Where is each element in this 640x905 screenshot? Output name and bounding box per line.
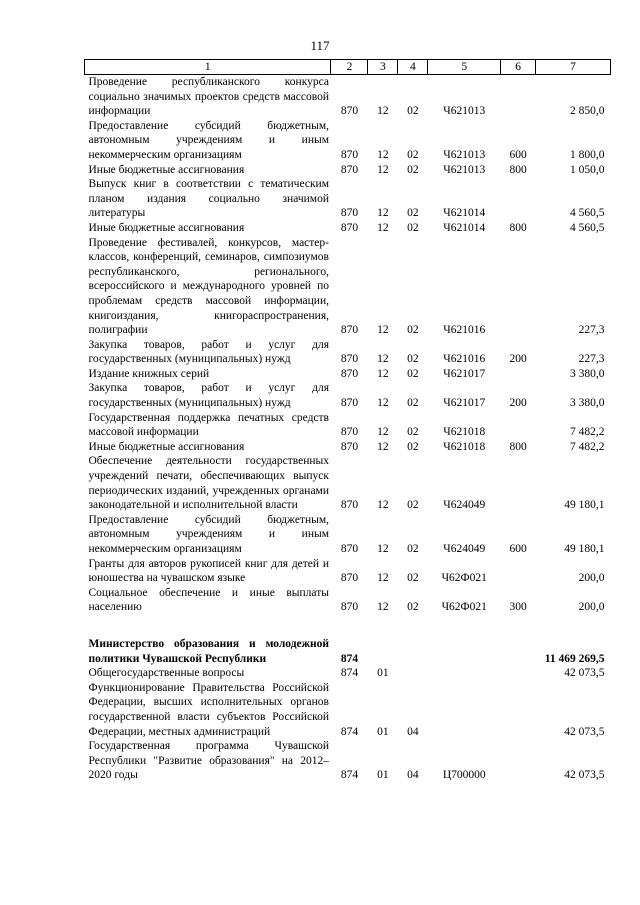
row-expense-type xyxy=(501,75,536,119)
row-subsection: 02 xyxy=(407,148,419,161)
row-section: 12 xyxy=(377,221,389,234)
ministry-row xyxy=(85,637,611,666)
row-subsection: 02 xyxy=(407,207,419,220)
row-name: Закупка товаров, работ и услуг для государственных (муниципальных) нужд xyxy=(88,382,329,410)
row-amount: 7 482,2 xyxy=(570,440,605,453)
row-section xyxy=(368,637,398,666)
row-target-article: Ч62Ф021 xyxy=(441,572,487,585)
row-subsection: 02 xyxy=(407,426,419,439)
row-ministry-code: 870 xyxy=(340,105,359,118)
row-ministry-code: 870 xyxy=(340,543,359,555)
header-col-4: 4 xyxy=(398,60,428,75)
row-ministry-code: 870 xyxy=(340,572,359,585)
row-target-article: Ч62Ф021 xyxy=(441,601,487,614)
table-row xyxy=(85,440,611,455)
table-row xyxy=(85,236,611,338)
row-name: Закупка товаров, работ и услуг для государственных (муниципальных) нужд xyxy=(88,338,329,366)
row-name: Предоставление субсидий бюджетным, автономным учреждениям и иным некоммерческим организациям xyxy=(88,119,329,161)
row-name: Гранты для авторов рукописей книг для детей и юношества на чувашском языке xyxy=(88,557,329,585)
row-amount: 4 560,5 xyxy=(570,207,605,220)
row-ministry-code: 870 xyxy=(340,499,359,512)
page-number: 117 xyxy=(310,38,330,53)
row-section: 12 xyxy=(377,601,389,614)
table-row xyxy=(85,221,611,236)
row-spacer xyxy=(85,615,611,637)
row-name: Проведение фестивалей, конкурсов, мастер-классов, конференций, семинаров, симпозиумов республиканского, регионального, всероссийского и международного уровней по проблемам средств массовой информации, книгоиздания, книгораспространения, полиграфии xyxy=(88,236,329,337)
row-amount: 42 073,5 xyxy=(564,667,605,680)
row-expense-type: 200 xyxy=(509,397,527,410)
row-expense-type xyxy=(501,666,536,681)
row-amount: 200,0 xyxy=(578,601,605,614)
row-amount: 1 800,0 xyxy=(570,148,605,161)
row-subsection: 02 xyxy=(407,324,419,337)
row-expense-type xyxy=(501,236,536,338)
row-target-article: Ч621013 xyxy=(443,105,486,118)
row-expense-type xyxy=(501,557,536,586)
budget-table xyxy=(84,59,611,783)
row-amount: 7 482,2 xyxy=(570,426,605,439)
row-name: Общегосударственные вопросы xyxy=(88,667,245,680)
row-section: 12 xyxy=(377,543,389,555)
row-ministry-code: 870 xyxy=(340,324,359,337)
row-name: Государственная программа Чувашской Республики "Развитие образования" на 2012–2020 годы xyxy=(88,740,329,782)
table-row xyxy=(85,177,611,221)
row-ministry-code: 870 xyxy=(340,426,359,439)
row-expense-type xyxy=(501,454,536,512)
table-row xyxy=(85,381,611,410)
header-col-5: 5 xyxy=(428,60,501,75)
row-name: Министерство образования и молодежной политики Чувашской Республики xyxy=(88,637,329,665)
row-subsection: 04 xyxy=(407,769,419,782)
row-target-article: Ч621016 xyxy=(443,324,486,337)
row-ministry-code: 870 xyxy=(340,353,359,366)
row-amount: 1 050,0 xyxy=(570,163,605,176)
row-name: Предоставление субсидий бюджетным, автономным учреждениям и иным некоммерческим организациям xyxy=(88,513,329,555)
row-subsection: 02 xyxy=(407,499,419,512)
row-expense-type: 600 xyxy=(509,543,527,555)
row-name: Проведение республиканского конкурса социально значимых проектов средств массовой информации xyxy=(88,76,329,118)
row-expense-type: 300 xyxy=(509,601,527,614)
table-row xyxy=(85,454,611,512)
row-target-article: Ч624049 xyxy=(443,543,486,555)
row-amount: 49 180,1 xyxy=(564,499,605,512)
row-name: Иные бюджетные ассигнования xyxy=(88,221,245,234)
row-subsection: 02 xyxy=(407,440,419,453)
row-ministry-code: 870 xyxy=(340,367,359,380)
row-subsection: 02 xyxy=(407,105,419,118)
row-target-article: Ч621017 xyxy=(443,397,486,410)
row-ministry-code: 870 xyxy=(340,163,359,176)
row-target-article xyxy=(428,637,501,666)
row-expense-type xyxy=(501,681,536,739)
table-row xyxy=(85,367,611,382)
row-target-article: Ч621014 xyxy=(443,221,486,234)
table-row xyxy=(85,513,611,557)
row-expense-type xyxy=(501,177,536,221)
row-subsection: 02 xyxy=(407,221,419,234)
row-target-article: Ч621016 xyxy=(443,353,486,366)
row-target-article xyxy=(428,666,501,681)
row-target-article: Ч621017 xyxy=(443,367,486,380)
row-subsection: 02 xyxy=(407,572,419,585)
row-target-article: Ч621018 xyxy=(443,440,486,453)
row-name: Иные бюджетные ассигнования xyxy=(88,440,245,453)
row-amount: 227,3 xyxy=(578,324,605,337)
row-name: Обеспечение деятельности государственных учреждений печати, обеспечивающих выпуск периодических изданий, учрежденных органами законодательной и исполнительной власти xyxy=(88,455,329,512)
row-target-article: Ч624049 xyxy=(443,499,486,512)
row-expense-type: 600 xyxy=(509,148,527,161)
row-section: 12 xyxy=(377,353,389,366)
table-row xyxy=(85,739,611,783)
row-target-article: Ч621013 xyxy=(443,163,486,176)
row-section: 12 xyxy=(377,367,389,380)
row-subsection xyxy=(398,666,428,681)
row-expense-type: 800 xyxy=(509,221,527,234)
row-ministry-code: 870 xyxy=(340,440,359,453)
row-name: Функционирование Правительства Российской Федерации, высших исполнительных органов государственной власти субъектов Российской Федерации, местных администраций xyxy=(88,681,329,738)
row-section: 12 xyxy=(377,324,389,337)
header-col-3: 3 xyxy=(368,60,398,75)
row-subsection xyxy=(398,637,428,666)
table-row xyxy=(85,666,611,681)
row-target-article: Ч621014 xyxy=(443,207,486,220)
row-section: 12 xyxy=(377,105,389,118)
row-name: Иные бюджетные ассигнования xyxy=(88,163,245,176)
row-expense-type: 800 xyxy=(509,440,527,453)
row-amount: 42 073,5 xyxy=(564,725,605,738)
row-ministry-code: 874 xyxy=(340,769,359,782)
row-section: 01 xyxy=(377,725,389,738)
row-ministry-code: 874 xyxy=(340,652,359,665)
row-target-article: Ч621018 xyxy=(443,426,486,439)
row-subsection: 04 xyxy=(407,725,419,738)
row-section: 12 xyxy=(377,207,389,220)
row-section: 01 xyxy=(377,667,389,680)
table-row xyxy=(85,119,611,163)
table-row xyxy=(85,163,611,178)
header-col-7: 7 xyxy=(536,60,611,75)
row-target-article xyxy=(428,681,501,739)
table-row xyxy=(85,75,611,119)
row-ministry-code: 870 xyxy=(340,601,359,614)
row-expense-type: 800 xyxy=(509,163,527,176)
row-section: 12 xyxy=(377,499,389,512)
header-col-6: 6 xyxy=(501,60,536,75)
table-row xyxy=(85,411,611,440)
row-section: 12 xyxy=(377,440,389,453)
row-section: 01 xyxy=(377,769,389,782)
table-row xyxy=(85,681,611,739)
row-expense-type xyxy=(501,411,536,440)
row-section: 12 xyxy=(377,148,389,161)
row-target-article: Ч621013 xyxy=(443,148,486,161)
row-amount: 4 560,5 xyxy=(570,221,605,234)
row-section: 12 xyxy=(377,397,389,410)
table-header xyxy=(85,60,611,75)
row-name: Государственная поддержка печатных средств массовой информации xyxy=(88,411,329,439)
row-subsection: 02 xyxy=(407,163,419,176)
row-ministry-code: 870 xyxy=(340,397,359,410)
row-subsection: 02 xyxy=(407,601,419,614)
row-expense-type xyxy=(501,739,536,783)
header-col-1: 1 xyxy=(85,60,331,75)
row-amount: 227,3 xyxy=(578,353,605,366)
row-section: 12 xyxy=(377,572,389,585)
row-amount: 2 850,0 xyxy=(570,105,605,118)
row-expense-type: 200 xyxy=(509,353,527,366)
row-ministry-code: 874 xyxy=(340,725,359,738)
row-subsection: 02 xyxy=(407,353,419,366)
row-name: Социальное обеспечение и иные выплаты населению xyxy=(88,586,329,614)
table-row xyxy=(85,586,611,615)
row-expense-type xyxy=(501,637,536,666)
row-target-article: Ц700000 xyxy=(442,769,486,782)
row-amount: 3 380,0 xyxy=(570,397,605,410)
table-row xyxy=(85,557,611,586)
row-name: Выпуск книг в соответствии с тематическим планом издания социально значимой литературы xyxy=(88,178,329,220)
table-body xyxy=(85,75,611,783)
header-col-2: 2 xyxy=(331,60,368,75)
row-section: 12 xyxy=(377,163,389,176)
row-amount: 42 073,5 xyxy=(564,769,605,782)
row-amount: 3 380,0 xyxy=(570,367,605,380)
row-name: Издание книжных серий xyxy=(88,367,210,380)
row-amount: 200,0 xyxy=(578,572,605,585)
row-ministry-code: 870 xyxy=(340,221,359,234)
row-section: 12 xyxy=(377,426,389,439)
row-ministry-code: 870 xyxy=(340,207,359,220)
row-expense-type xyxy=(501,367,536,382)
row-amount: 11 469 269,5 xyxy=(544,652,605,665)
row-amount: 49 180,1 xyxy=(564,543,605,555)
table-row xyxy=(85,338,611,367)
row-subsection: 02 xyxy=(407,543,419,555)
row-subsection: 02 xyxy=(407,397,419,410)
row-ministry-code: 874 xyxy=(340,667,359,680)
row-ministry-code: 870 xyxy=(340,148,359,161)
row-subsection: 02 xyxy=(407,367,419,380)
